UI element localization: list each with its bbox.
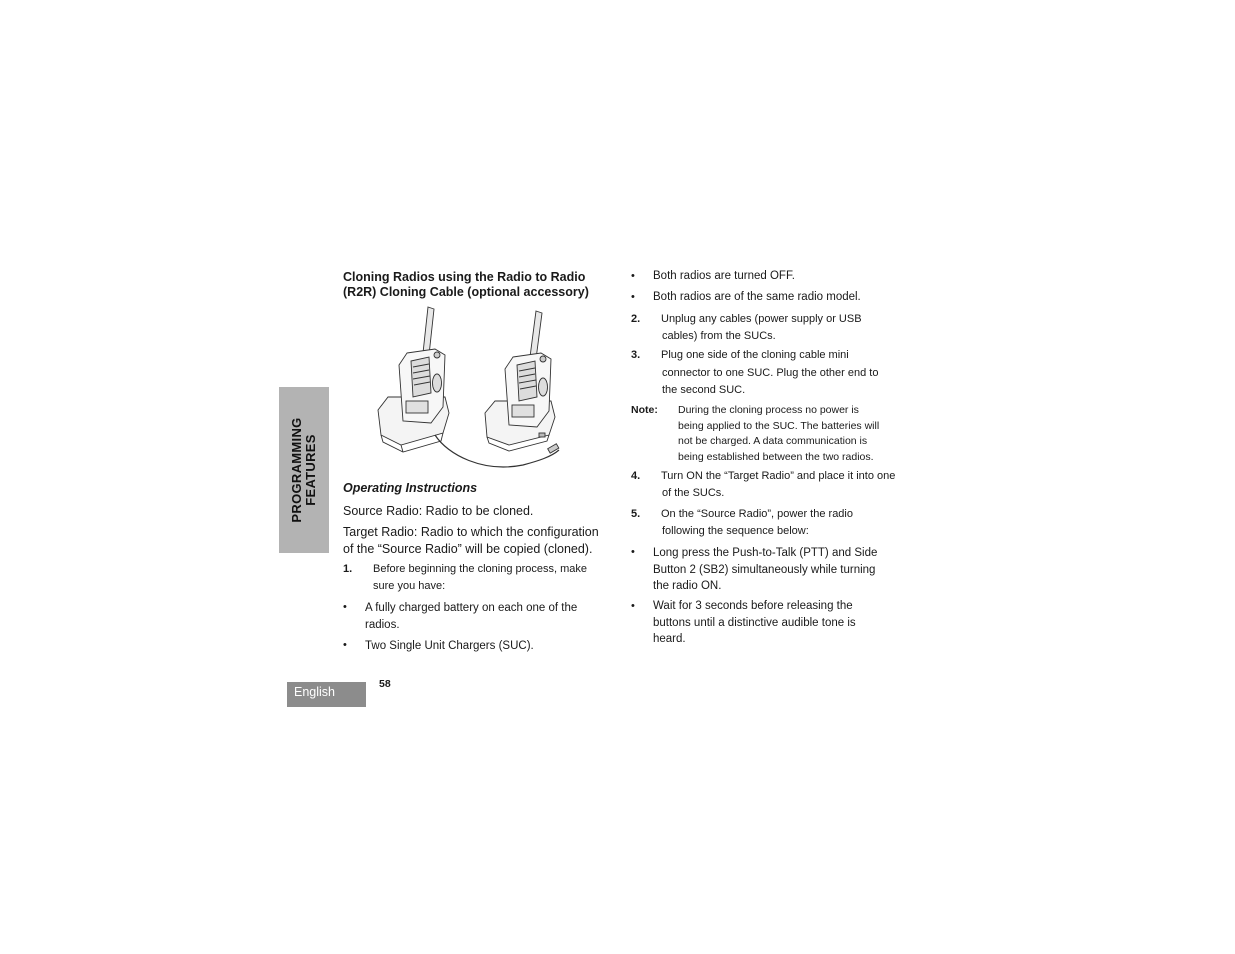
bullet-4-line3: heard. (653, 633, 686, 645)
bullet-3-line1: Long press the Push-to-Talk (PTT) and Side (653, 547, 878, 559)
left-radio-icon (399, 307, 445, 423)
bullet-icon: • (631, 291, 635, 303)
note-text (678, 403, 908, 466)
section-heading (343, 270, 603, 300)
bullet-3-line2: Button 2 (SB2) simultaneously while turning (653, 563, 876, 576)
step-5-line2: following the sequence below: (662, 525, 809, 537)
target-radio-text (343, 524, 603, 558)
bullet-icon: • (343, 639, 347, 651)
bullet-icon: • (631, 546, 635, 558)
step-3-line3: the second SUC. (662, 384, 746, 396)
list-item: Both radios are turned OFF. (653, 270, 795, 282)
list-item (653, 545, 898, 595)
heading-line2: (R2R) Cloning Cable (optional accessory) (343, 285, 589, 299)
bullet-1-line2: radios. (365, 619, 400, 631)
target-radio-line1: Target Radio: Radio to which the configuration (343, 525, 599, 539)
step-1-number: 1. (343, 563, 353, 575)
step-1-line2: sure you have: (373, 580, 446, 592)
note-line2: being applied to the SUC. The batteries will (678, 419, 880, 432)
bullet-icon: • (631, 270, 635, 282)
step-4-number: 4. (631, 470, 641, 482)
radios-cloning-illustration (373, 305, 568, 473)
list-item (365, 600, 605, 634)
step-4-line1: Turn ON the “Target Radio” and place it into one (661, 470, 896, 482)
step-3-text (661, 347, 901, 400)
step-1-line1: Before beginning the cloning process, make (373, 563, 588, 575)
bullet-4-line1: Wait for 3 seconds before releasing the (653, 600, 853, 612)
bullet-1-line1: A fully charged battery on each one of the (365, 602, 578, 614)
note-label: Note: (631, 404, 658, 416)
source-radio-text: Source Radio: Radio to be cloned. (343, 504, 534, 518)
list-item: Both radios are of the same radio model. (653, 291, 861, 303)
list-item (653, 598, 898, 648)
section-tab-label (290, 417, 318, 522)
note-line1: During the cloning process no power is (678, 404, 859, 416)
section-tab-line2: FEATURES (303, 434, 318, 506)
step-5-line1: On the “Source Radio”, power the radio (661, 508, 853, 520)
section-tab-line1: PROGRAMMING (289, 417, 304, 523)
target-radio-line2: of the “Source Radio” will be copied (cloned). (343, 542, 593, 556)
note-line4: being established between the two radios. (678, 451, 874, 464)
right-radio-icon (505, 311, 551, 427)
note-line3: not be charged. A data communication is (678, 435, 868, 448)
bullet-2-line1: Two Single Unit Chargers (SUC). (365, 640, 534, 652)
step-2-text (661, 311, 901, 345)
bullet-icon: • (631, 600, 635, 612)
step-2-number: 2. (631, 313, 641, 325)
step-3-line1: Plug one side of the cloning cable mini (661, 349, 849, 361)
step-5-text (661, 506, 901, 540)
step-4-line2: of the SUCs. (662, 487, 725, 499)
step-3-line2: connector to one SUC. Plug the other end to (662, 366, 879, 379)
step-2-line1: Unplug any cables (power supply or USB (661, 313, 862, 325)
list-item (365, 638, 605, 655)
heading-line1: Cloning Radios using the Radio to Radio (343, 270, 586, 284)
step-2-line2: cables) from the SUCs. (662, 330, 776, 342)
step-5-number: 5. (631, 508, 641, 520)
step-4-text (661, 468, 911, 502)
page-number: 58 (379, 678, 391, 690)
bullet-icon: • (343, 601, 347, 613)
operating-instructions-heading: Operating Instructions (343, 481, 478, 495)
bullet-4-line2: buttons until a distinctive audible tone is (653, 616, 856, 629)
section-tab (279, 387, 329, 553)
language-tab: English (287, 682, 366, 707)
step-3-number: 3. (631, 349, 641, 361)
bullet-3-line3: the radio ON. (653, 580, 722, 592)
step-1-text (373, 561, 613, 595)
